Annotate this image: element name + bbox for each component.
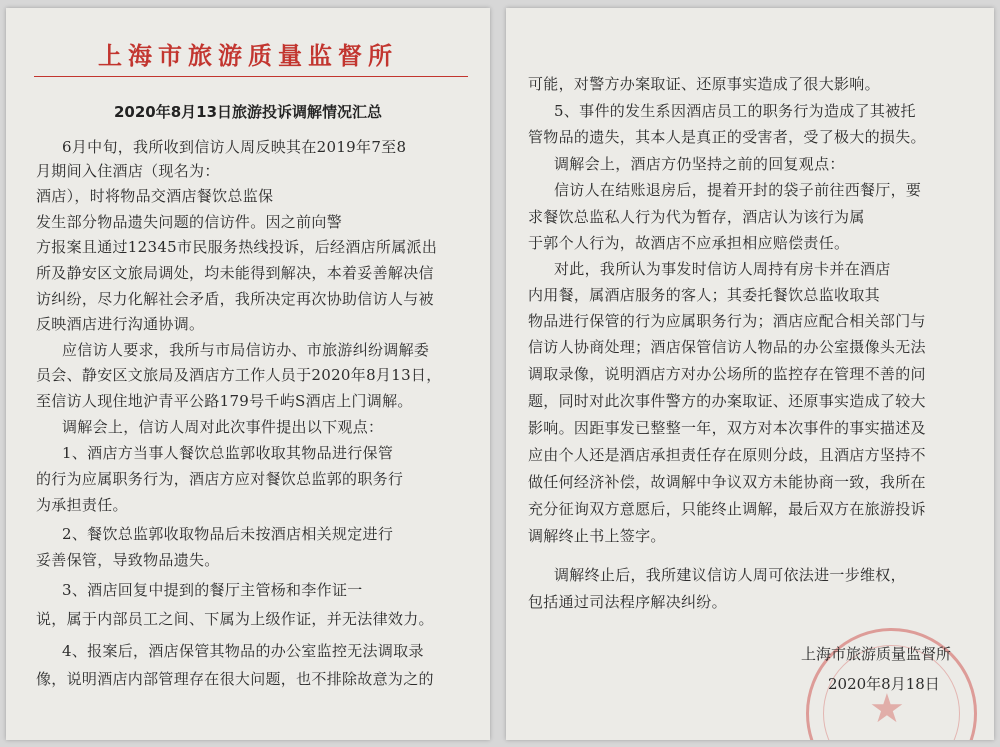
paragraph-line: 发生部分物品遗失问题的信访件。因之前向警 [36,213,343,231]
paragraph-line: 对此，我所认为事发时信访人周持有房卡并在酒店 [554,260,891,278]
paragraph-line: 说，属于内部员工之间、下属为上级作证，并无法律效力。 [36,610,434,628]
paragraph-line: 月期间入住酒店（现名为： [36,162,220,180]
paragraph-line: 所及静安区文旅局调处，均未能得到解决，本着妥善解决信 [36,264,434,282]
paragraph-line: 物品进行保管的行为应属职务行为；酒店应配合相关部门与 [528,312,926,330]
paragraph-line: 员会、静安区文旅局及酒店方工作人员于2020年8月13日， [36,366,442,384]
paragraph-line: 5、事件的发生系因酒店员工的职务行为造成了其被托 [554,102,916,120]
paragraph-line: 管物品的遗失，其本人是真正的受害者，受了极大的损失。 [528,128,926,146]
paragraph-line: 调解终止书上签字。 [528,527,666,545]
paragraph-line: 应由个人还是酒店承担责任存在原则分歧，且酒店方坚持不 [528,446,926,464]
paragraph-line: 调解会上，信访人周对此次事件提出以下观点： [62,418,384,436]
paragraph-line: 调解会上，酒店方仍坚持之前的回复观点： [554,155,845,173]
paragraph-line: 信访人协商处理；酒店保管信访人物品的办公室摄像头无法 [528,338,926,356]
document-page-right [506,8,994,740]
paragraph-line: 3、酒店回复中提到的餐厅主管杨和李作证一 [62,581,363,599]
paragraph-line: 题，同时对此次事件警方的办案取证、还原事实造成了较大 [528,392,926,410]
paragraph-line: 调取录像，说明酒店方对办公场所的监控存在管理不善的问 [528,365,926,383]
paragraph-line: 做任何经济补偿，故调解中争议双方未能协商一致，我所在 [528,473,926,491]
paragraph-line: 方报案且通过12345市民服务热线投诉，后经酒店所属派出 [36,238,438,256]
paragraph-line: 6月中旬，我所收到信访人周反映其在2019年7至8 [62,138,407,156]
paragraph-line: 信访人在结账退房后，提着开封的袋子前往西餐厅，要 [554,181,922,199]
paragraph-line: 于郭个人行为，故酒店不应承担相应赔偿责任。 [528,234,850,252]
seal-star-icon: ★ [869,686,905,732]
header-divider [34,76,468,77]
paragraph-line: 访纠纷，尽力化解社会矛盾，我所决定再次协助信访人与被 [36,290,434,308]
document-page-left [6,8,490,740]
signature-organization: 上海市旅游质量监督所 [801,645,952,663]
document-header: 上海市旅游质量监督所 [98,41,398,70]
paragraph-line: 可能，对警方办案取证、还原事实造成了很大影响。 [528,75,880,93]
paragraph-line: 2、餐饮总监郭收取物品后未按酒店相关规定进行 [62,525,394,543]
document-subtitle: 2020年8月13日旅游投诉调解情况汇总 [113,103,383,121]
paragraph-line: 反映酒店进行沟通协调。 [36,315,205,333]
paragraph-line: 妥善保管，导致物品遗失。 [36,551,220,569]
paragraph-line: 至信访人现住地沪青平公路179号千屿S酒店上门调解。 [36,392,413,410]
signature-date: 2020年8月18日 [828,675,940,693]
paragraph-line: 4、报案后，酒店保管其物品的办公室监控无法调取录 [62,642,424,660]
paragraph-line: 调解终止后，我所建议信访人周可依法进一步维权， [554,566,906,584]
paragraph-line: 内用餐，属酒店服务的客人；其委托餐饮总监收取其 [528,286,880,304]
paragraph-line: 包括通过司法程序解决纠纷。 [528,593,727,611]
paragraph-line: 求餐饮总监私人行为代为暂存，酒店认为该行为属 [528,208,865,226]
paragraph-line: 应信访人要求，我所与市局信访办、市旅游纠纷调解委 [62,341,430,359]
paragraph-line: 像，说明酒店内部管理存在很大问题，也不排除故意为之的 [36,670,434,688]
paragraph-line: 的行为应属职务行为，酒店方应对餐饮总监郭的职务行 [36,470,404,488]
paragraph-line: 1、酒店方当事人餐饮总监郭收取其物品进行保管 [62,444,394,462]
paragraph-line: 酒店），时将物品交酒店餐饮总监保 [36,187,274,205]
paragraph-line: 为承担责任。 [36,496,128,514]
paragraph-line: 充分征询双方意愿后，只能终止调解，最后双方在旅游投诉 [528,500,926,518]
paragraph-line: 影响。因距事发已整整一年，双方对本次事件的事实描述及 [528,419,926,437]
